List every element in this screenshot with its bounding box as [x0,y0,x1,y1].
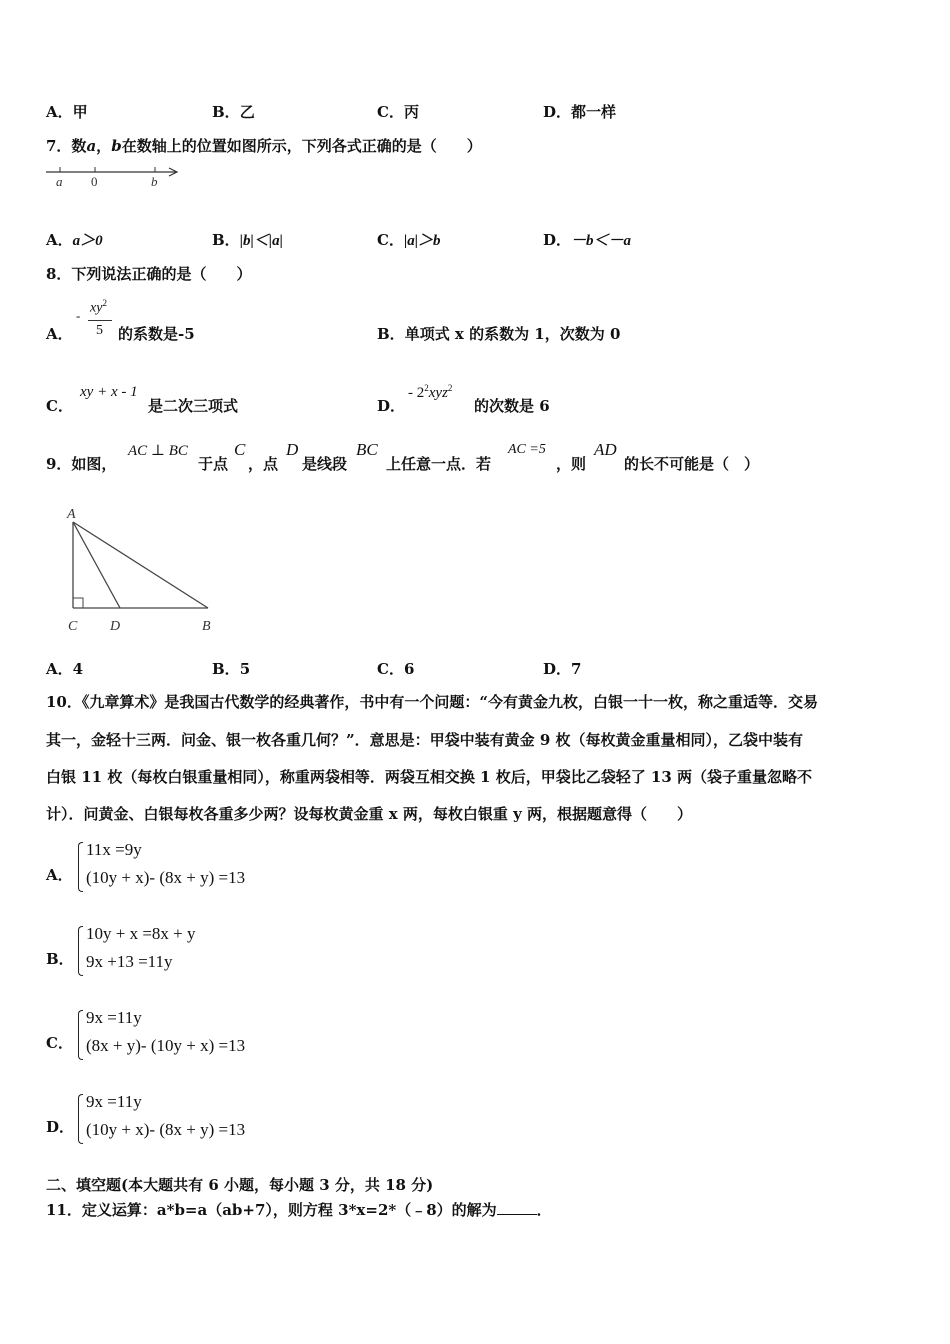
q8-option-a-key: A． [46,325,73,343]
label-b: b [151,174,158,189]
q9-option-a [46,659,83,679]
segment-ad [73,522,120,608]
option-text: |a|＞b [403,233,441,249]
q7-number-line [44,162,184,192]
q7-option-b [212,230,283,251]
q9-part-2: 于点 [198,455,229,473]
q6-option-c [377,102,419,122]
q6-option-d [543,102,616,122]
option-key: A． [46,660,73,678]
option-key: C． [377,660,404,678]
q7-var-a: a [86,137,97,155]
segment-ab [73,522,208,608]
numerator-text: xy [90,300,103,316]
q11-stem [46,1200,552,1220]
q9-option-b [212,659,250,679]
q8-a-numerator [90,298,107,317]
brace-icon [78,1094,83,1144]
q9-part-7: 的长不可能是（ ） [624,455,760,473]
expr-exponent: 2 [424,383,429,393]
q10-stem-line-1: 10．《九章算术》是我国古代数学的经典著作，书中有一个问题：“今有黄金九枚，白银一十一枚，称之重适等．交易 [46,693,819,711]
q9-math-c: C [234,440,246,459]
q10-option-c-key: C． [46,1034,73,1052]
vertex-a-label: A [67,507,76,522]
brace-icon [78,926,83,976]
option-text: 乙 [239,103,255,121]
q10-a-equation-1: 11x =9y [86,840,142,859]
q7-stem-part: ， [96,137,112,155]
numerator-exponent: 2 [102,298,107,308]
q10-b-equation-1: 10y + x =8x + y [86,924,196,943]
option-key: B． [212,660,240,678]
q10-stem-line-4: 计）．问黄金、白银每枚各重多少两？设每枚黄金重 x 两，每枚白银重 y 两，根据题意得（ ） [46,805,693,823]
q11-end: ． [536,1201,552,1219]
brace-icon [78,1010,83,1060]
q8-c-tail: 是二次三项式 [148,397,239,415]
option-text: 5 [239,660,251,678]
q8-option-c-key: C． [46,397,73,415]
q9-option-d [543,659,581,679]
answer-blank[interactable] [497,1200,537,1215]
q10-stem-line-3: 白银 11 枚（每枚白银重量相同），称重两袋相等．两袋互相交换 1 枚后，甲袋比乙袋轻了 13 两（袋子重量忽略不 [46,768,813,786]
option-text: 7 [571,660,582,678]
q10-option-d-key: D． [46,1118,75,1136]
q10-d-equation-1: 9x =11y [86,1092,142,1111]
q10-c-equation-1: 9x =11y [86,1008,142,1027]
q10-b-equation-2: 9x +13 =11y [86,952,173,971]
right-angle-icon [73,598,83,608]
q9-math-perp: AC ⊥ BC [128,443,188,459]
label-0: 0 [91,174,98,189]
brace-icon [78,842,83,892]
option-text: 单项式 x 的系数为 1，次数为 0 [404,325,621,343]
q9-math-ac5: AC =5 [508,442,546,457]
q9-option-c [377,659,414,679]
q10-option-a-key: A． [46,866,73,884]
option-text: 6 [403,660,415,678]
q9-part-1: 9．如图， [46,455,117,473]
q10-d-equation-2: (10y + x)- (8x + y) =13 [86,1120,246,1139]
option-text: a＞0 [72,233,103,249]
expr-exponent: 2 [447,383,453,393]
q6-option-a [46,102,88,122]
option-key: D． [543,231,572,249]
option-key: C． [377,231,404,249]
q10-a-equation-2: (10y + x)- (8x + y) =13 [86,868,246,887]
q8-a-fraction-bar [88,320,112,321]
q9-math-d: D [286,440,299,459]
q10-option-b-key: B． [46,950,74,968]
vertex-c-label: C [68,619,78,634]
option-text: 丙 [403,103,419,121]
option-key: C． [377,103,404,121]
q8-a-denominator: 5 [96,323,103,338]
option-key: B． [377,325,405,343]
label-a: a [56,174,63,189]
option-text: |b|＜|a| [239,233,283,249]
option-key: D． [543,103,572,121]
q9-part-5: 上任意一点．若 [386,455,492,473]
option-text: －b＜－a [571,233,632,249]
q8-a-sign: - [76,308,81,323]
q6-option-b [212,102,255,122]
q7-stem-part: 在数轴上的位置如图所示，下列各式正确的是（ ） [121,137,482,155]
option-text: 甲 [72,103,88,121]
q9-math-bc: BC [356,440,378,459]
expr-part: xyz [428,385,448,401]
q8-c-expression: xy + x - 1 [80,384,138,400]
option-key: B． [212,231,240,249]
q8-option-b [377,324,620,344]
q10-c-equation-2: (8x + y)- (10y + x) =13 [86,1036,246,1055]
q9-triangle-figure [56,502,226,640]
option-key: A． [46,231,73,249]
q9-math-ad: AD [594,440,617,459]
q8-stem: 8．下列说法正确的是（ ） [46,265,252,283]
option-key: D． [543,660,572,678]
vertex-b-label: B [202,619,211,634]
expr-part: - 2 [408,385,425,401]
q9-part-4: 是线段 [302,455,348,473]
option-text: 都一样 [571,103,617,121]
q7-option-a [46,230,103,251]
q7-option-c [377,230,441,251]
vertex-d-label: D [110,619,121,634]
q9-part-3: ，点 [248,455,279,473]
q10-stem-line-2: 其一，金轻十三两．问金、银一枚各重几何？”．意思是：甲袋中装有黄金 9 枚（每枚黄金重量相同），乙袋中装有 [46,731,804,749]
q11-text: 11．定义运算：a*b=a（ab+7），则方程 3*x=2*（﹣8）的解为 [46,1201,497,1219]
q8-d-expression [408,383,452,402]
q7-stem-part: 7．数 [46,137,87,155]
q7-option-d [543,230,631,251]
q7-stem [46,136,482,156]
option-key: A． [46,103,73,121]
option-text: 4 [72,660,84,678]
q7-var-b: b [111,137,122,155]
q9-part-6: ，则 [556,455,587,473]
q8-d-tail: 的次数是 6 [474,397,550,415]
q8-a-tail: 的系数是-5 [118,325,195,343]
q8-option-d-key: D． [377,397,406,415]
section-title: 二、填空题(本大题共有 6 小题，每小题 3 分，共 18 分) [46,1176,434,1194]
option-key: B． [212,103,240,121]
